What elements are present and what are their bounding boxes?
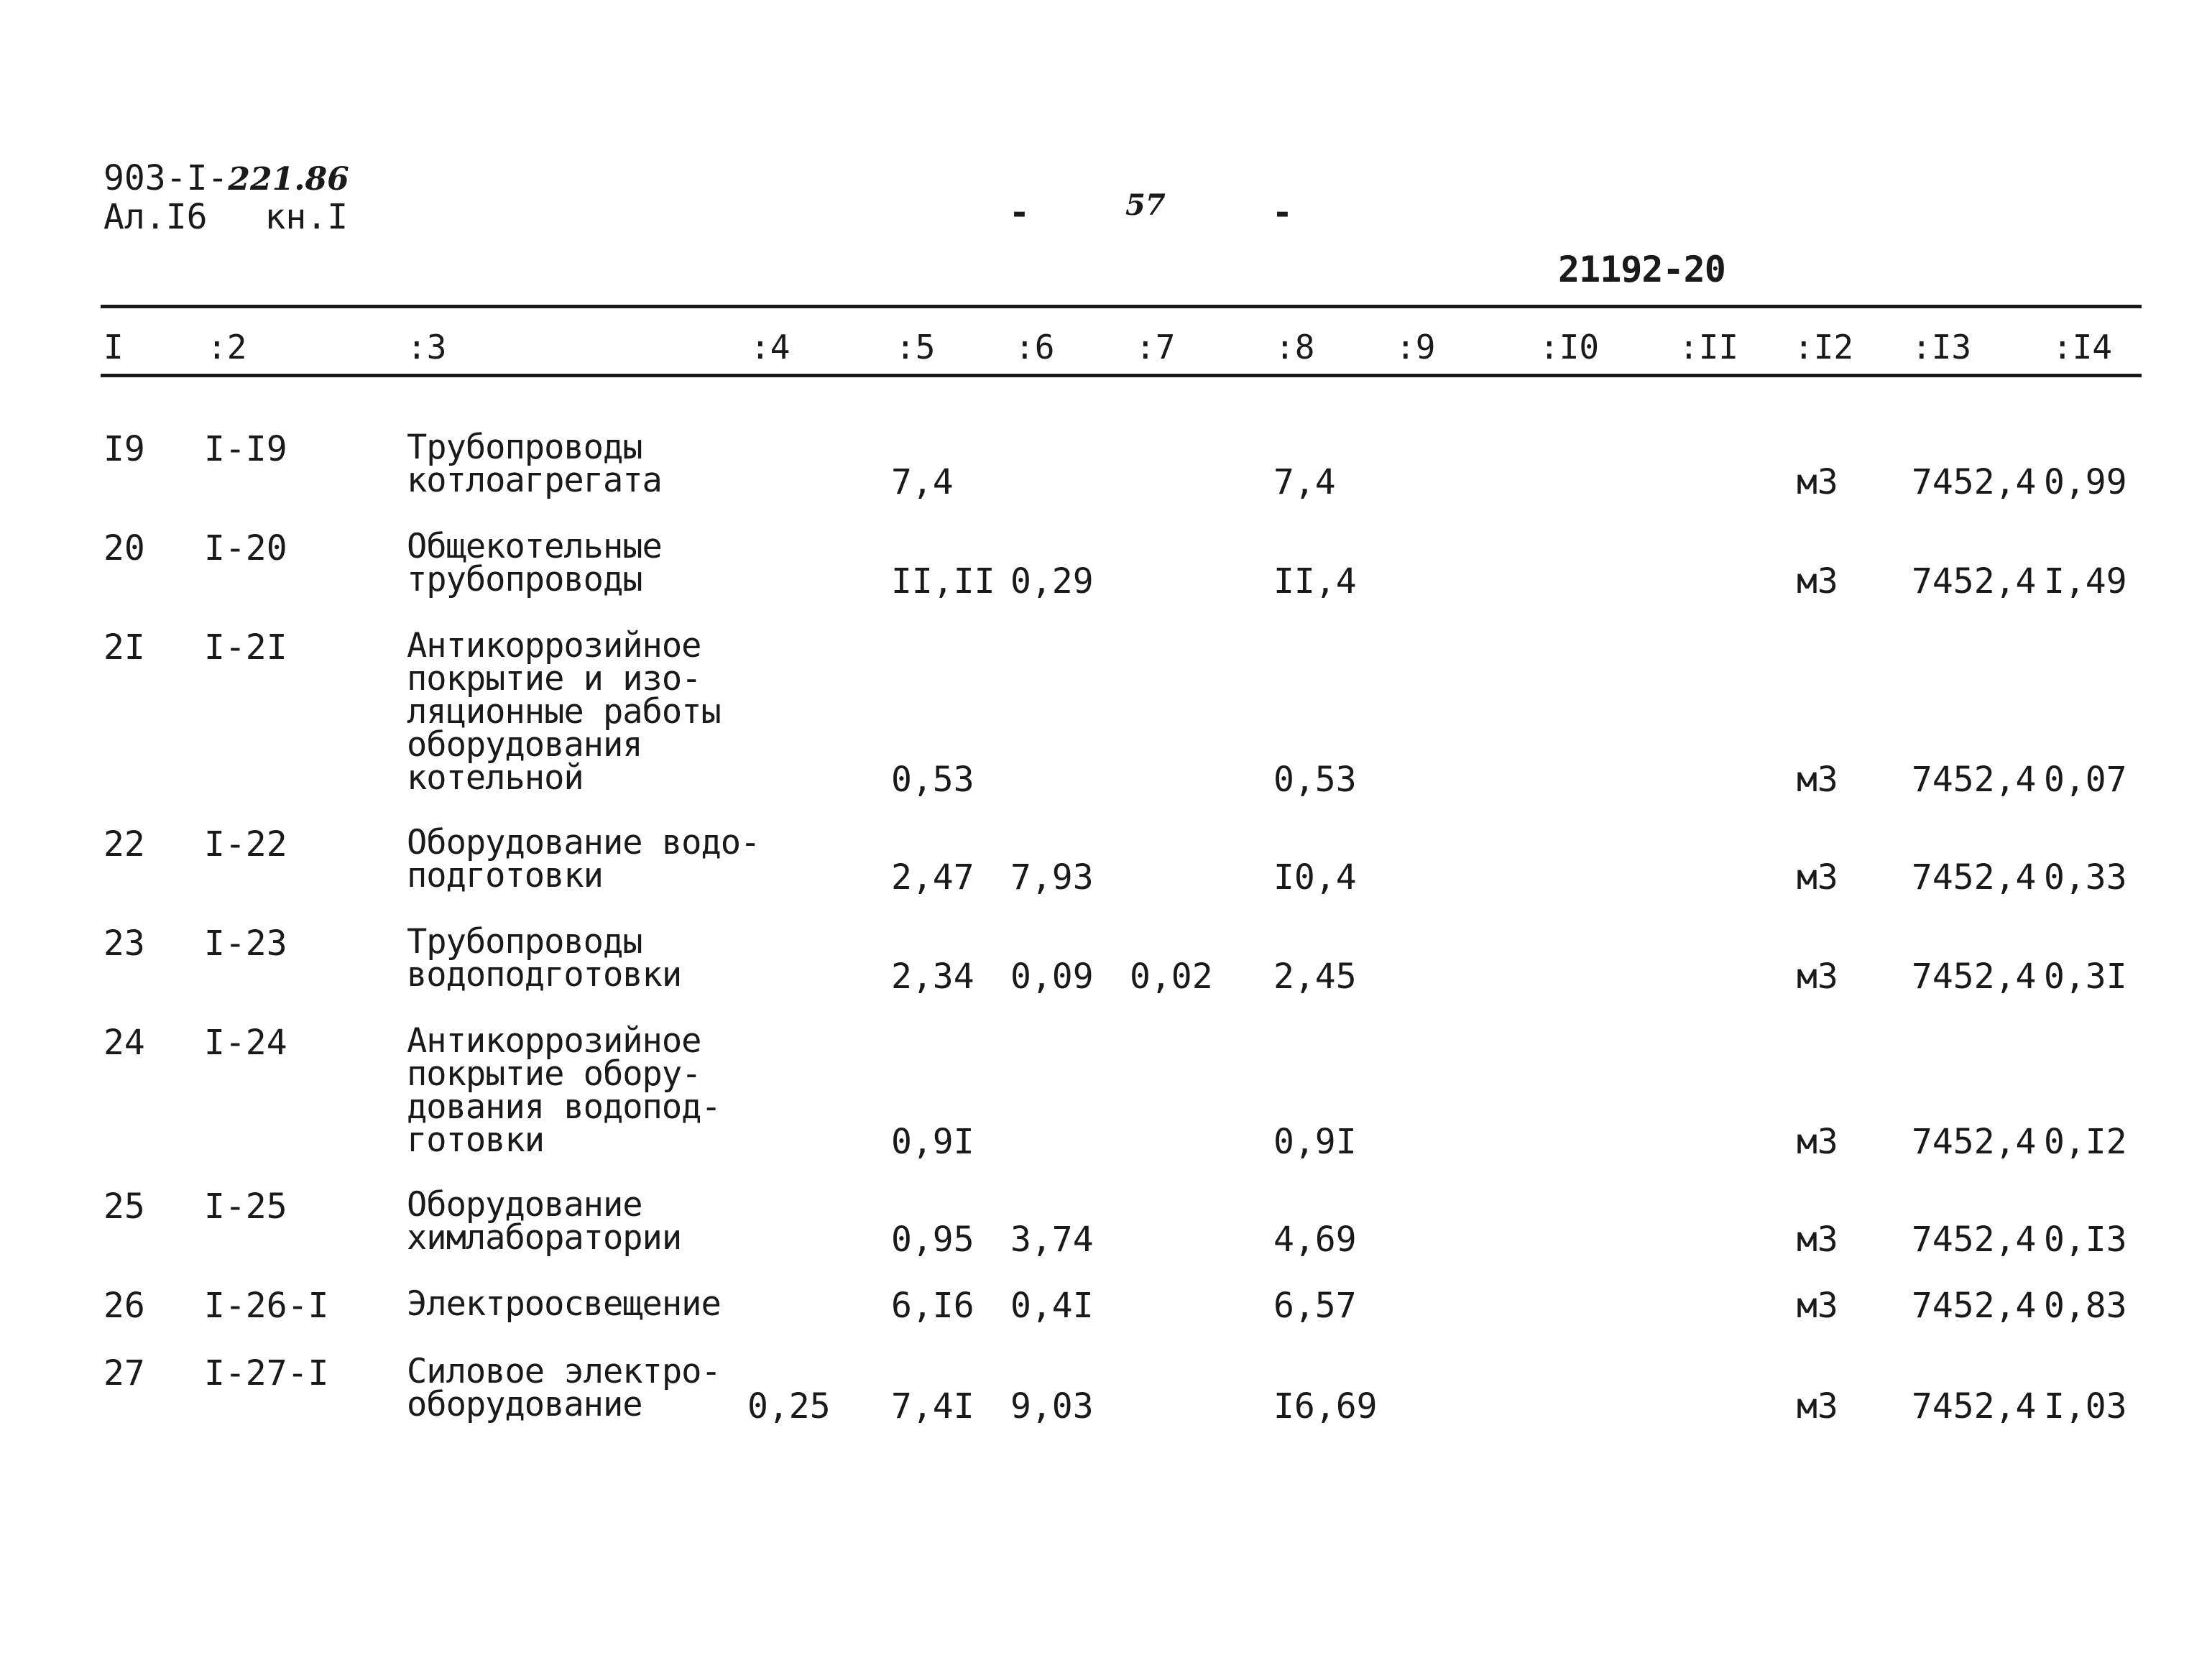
cell-col6: 7,93 — [1010, 857, 1094, 898]
cell-col6: 0,4I — [1010, 1286, 1094, 1326]
cell-col5: 2,34 — [891, 957, 974, 997]
cell-col13: 7452,4 — [1912, 561, 2037, 602]
cell-col5: 7,4I — [891, 1386, 974, 1427]
cell-col4: 0,25 — [747, 1386, 831, 1427]
cell-unit: м3 — [1797, 857, 1838, 898]
row-code: I-2I — [204, 627, 287, 668]
row-number: 25 — [103, 1186, 145, 1227]
album-label: Ал.I6 — [103, 197, 208, 237]
cell-unit: м3 — [1797, 957, 1838, 997]
table-header-rule — [101, 374, 2142, 377]
cell-unit: м3 — [1797, 1386, 1838, 1427]
cell-col14: 0,3I — [2044, 957, 2127, 997]
row-description-line: химлаборатории — [407, 1218, 682, 1258]
cell-col6: 3,74 — [1010, 1220, 1094, 1260]
column-header: :I3 — [1912, 328, 1972, 367]
cell-col6: 0,09 — [1010, 957, 1094, 997]
cell-col6: 0,29 — [1010, 561, 1094, 602]
row-number: 23 — [103, 923, 145, 964]
row-description-line: Антикоррозийное — [407, 1021, 701, 1061]
cell-col14: I,49 — [2044, 561, 2127, 602]
column-header: :9 — [1396, 328, 1436, 367]
cell-col8: 7,4 — [1273, 462, 1336, 502]
column-header: I — [103, 328, 124, 367]
row-description-line: Трубопроводы — [407, 922, 642, 962]
cell-col5: 6,I6 — [891, 1286, 974, 1326]
column-header: :2 — [207, 328, 247, 367]
cell-col6: 9,03 — [1010, 1386, 1094, 1427]
row-number: 20 — [103, 528, 145, 568]
column-header: :I2 — [1794, 328, 1854, 367]
row-description-line: трубопроводы — [407, 560, 642, 599]
row-description-line: подготовки — [407, 856, 603, 895]
cell-col5: 0,53 — [891, 760, 974, 800]
cell-col14: 0,I2 — [2044, 1122, 2127, 1162]
row-number: 2I — [103, 627, 145, 668]
cell-col13: 7452,4 — [1912, 1220, 2037, 1260]
cell-col8: 6,57 — [1273, 1286, 1357, 1326]
cell-unit: м3 — [1797, 1220, 1838, 1260]
row-description-line: оборудования — [407, 725, 642, 765]
column-header: :8 — [1275, 328, 1315, 367]
cell-col5: 0,95 — [891, 1220, 974, 1260]
row-description-line: котельной — [407, 758, 584, 798]
column-header: :7 — [1135, 328, 1176, 367]
row-description-line: Антикоррозийное — [407, 626, 701, 665]
cell-unit: м3 — [1797, 462, 1838, 502]
row-description-line: Электроосвещение — [407, 1284, 721, 1324]
document-code-handwritten: 221.86 — [228, 161, 349, 198]
cell-col13: 7452,4 — [1912, 857, 2037, 898]
cell-unit: м3 — [1797, 1122, 1838, 1162]
row-number: I9 — [103, 429, 145, 469]
column-header: :I4 — [2052, 328, 2113, 367]
cell-col14: 0,99 — [2044, 462, 2127, 502]
inventory-stamp: 21192-20 — [1558, 249, 1725, 290]
cell-col13: 7452,4 — [1912, 760, 2037, 800]
page-dash-left: - — [1009, 193, 1030, 233]
cell-col5: II,II — [891, 561, 995, 602]
row-description-line: водоподготовки — [407, 955, 682, 995]
cell-col13: 7452,4 — [1912, 462, 2037, 502]
row-description-line: оборудование — [407, 1385, 642, 1424]
cell-col7: 0,02 — [1130, 957, 1213, 997]
album-book-line — [103, 198, 348, 236]
row-description-line: Оборудование водо- — [407, 823, 760, 862]
row-code: I-20 — [204, 528, 287, 568]
row-description-line: ляционные работы — [407, 692, 721, 732]
column-header: :I0 — [1539, 328, 1600, 367]
row-description-line: покрытие обору- — [407, 1054, 701, 1094]
cell-col14: 0,I3 — [2044, 1220, 2127, 1260]
cell-col8: I6,69 — [1273, 1386, 1378, 1427]
row-description-line: покрытие и изо- — [407, 659, 701, 699]
cell-col8: I0,4 — [1273, 857, 1357, 898]
row-number: 26 — [103, 1286, 145, 1326]
row-description-line: Оборудование — [407, 1185, 642, 1225]
cell-col8: 0,9I — [1273, 1122, 1357, 1162]
cell-unit: м3 — [1797, 760, 1838, 800]
cell-col8: 4,69 — [1273, 1220, 1357, 1260]
document-code — [103, 160, 349, 198]
cell-col14: I,03 — [2044, 1386, 2127, 1427]
row-description-line: Общекотельные — [407, 527, 662, 566]
row-code: I-22 — [204, 824, 287, 865]
document-code-prefix: 903-I- — [103, 158, 229, 198]
cell-col14: 0,07 — [2044, 760, 2127, 800]
cell-col14: 0,83 — [2044, 1286, 2127, 1326]
row-code: I-25 — [204, 1186, 287, 1227]
row-number: 22 — [103, 824, 145, 865]
cell-col13: 7452,4 — [1912, 957, 2037, 997]
row-code: I-26-I — [204, 1286, 329, 1326]
cell-col8: 0,53 — [1273, 760, 1357, 800]
row-description-line: котлоагрегата — [407, 461, 662, 500]
row-code: I-I9 — [204, 429, 287, 469]
row-description-line: Силовое электро- — [407, 1352, 721, 1391]
cell-col8: 2,45 — [1273, 957, 1357, 997]
book-label: кн.I — [264, 197, 349, 237]
cell-unit: м3 — [1797, 1286, 1838, 1326]
column-header: :5 — [895, 328, 936, 367]
row-description-line: Трубопроводы — [407, 428, 642, 467]
cell-col13: 7452,4 — [1912, 1122, 2037, 1162]
column-header: :4 — [750, 328, 791, 367]
row-description-line: готовки — [407, 1120, 545, 1160]
page-number: 57 — [1125, 188, 1166, 222]
cell-col14: 0,33 — [2044, 857, 2127, 898]
row-description-line: дования водопод- — [407, 1087, 721, 1127]
cell-unit: м3 — [1797, 561, 1838, 602]
cell-col5: 2,47 — [891, 857, 974, 898]
row-code: I-27-I — [204, 1353, 329, 1393]
page-dash-right: - — [1272, 193, 1293, 233]
column-header: :II — [1679, 328, 1739, 367]
column-header: :6 — [1015, 328, 1055, 367]
column-header: :3 — [407, 328, 447, 367]
cell-col8: II,4 — [1273, 561, 1357, 602]
row-number: 24 — [103, 1023, 145, 1063]
row-number: 27 — [103, 1353, 145, 1393]
cell-col5: 0,9I — [891, 1122, 974, 1162]
cell-col13: 7452,4 — [1912, 1286, 2037, 1326]
table-top-rule — [101, 305, 2142, 308]
row-code: I-24 — [204, 1023, 287, 1063]
cell-col13: 7452,4 — [1912, 1386, 2037, 1427]
cell-col5: 7,4 — [891, 462, 954, 502]
row-code: I-23 — [204, 923, 287, 964]
